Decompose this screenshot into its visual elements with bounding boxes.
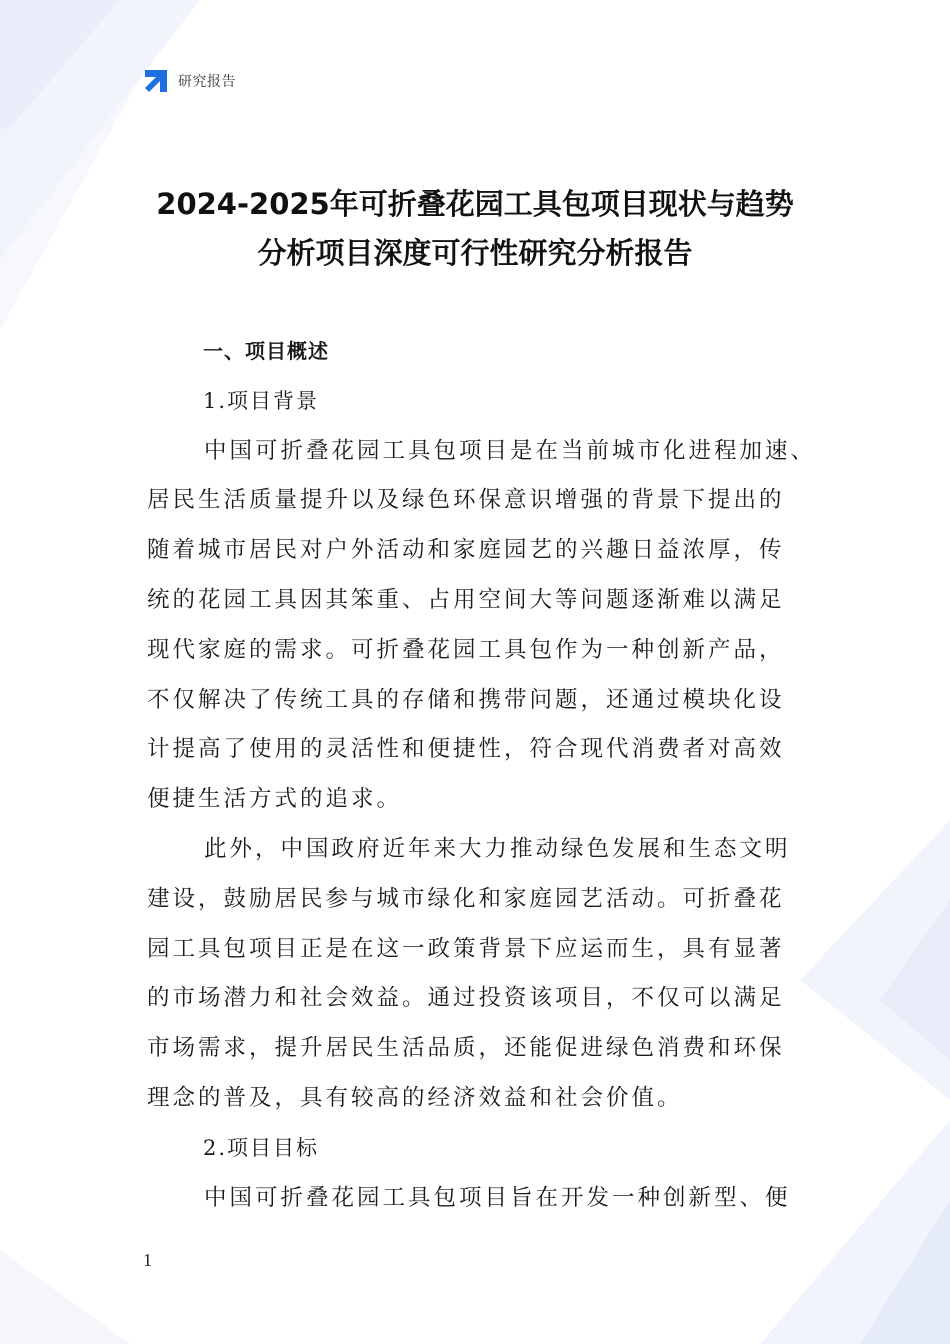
paragraph-line: 的市场潜力和社会效益。通过投资该项目，不仅可以满足: [147, 985, 785, 1012]
subsection-heading-background: 1.项目背景: [203, 388, 320, 413]
arrow-up-right-icon: [143, 68, 169, 94]
paragraph-line: 理念的普及，具有较高的经济效益和社会价值。: [147, 1084, 683, 1111]
paragraph-background-1: [147, 427, 817, 825]
paragraph-line: 园工具包项目正是在这一政策背景下应运而生，具有显著: [147, 935, 785, 962]
paragraph-line: 统的花园工具因其笨重、占用空间大等问题逐渐难以满足: [147, 586, 785, 613]
subsection-heading-goals: 2.项目目标: [203, 1135, 320, 1160]
paragraph-line: 建设，鼓励居民参与城市绿化和家庭园艺活动。可折叠花: [147, 885, 785, 912]
paragraph-line: 中国可折叠花园工具包项目旨在开发一种创新型、便: [204, 1184, 791, 1211]
title-line-2: 分析项目深度可行性研究分析报告: [257, 236, 693, 270]
title-line-1: 2024-2025年可折叠花园工具包项目现状与趋势: [156, 187, 794, 221]
document-body: [147, 327, 817, 1223]
paragraph-line: 居民生活质量提升以及绿色环保意识增强的背景下提出的: [147, 487, 785, 514]
paragraph-line: 此外，中国政府近年来大力推动绿色发展和生态文明: [204, 835, 791, 862]
paragraph-line: 中国可折叠花园工具包项目是在当前城市化进程加速、: [204, 437, 817, 464]
paragraph-line: 计提高了使用的灵活性和便捷性，符合现代消费者对高效: [147, 736, 785, 763]
paragraph-line: 便捷生活方式的追求。: [147, 786, 403, 813]
page-number: 1: [143, 1250, 152, 1270]
paragraph-goals-1: [147, 1174, 807, 1224]
section-heading: 一、项目概述: [203, 339, 329, 363]
paragraph-line: 不仅解决了传统工具的存储和携带问题，还通过模块化设: [147, 686, 785, 713]
report-header: [143, 68, 236, 94]
document-title: [100, 180, 850, 278]
paragraph-line: 市场需求，提升居民生活品质，还能促进绿色消费和环保: [147, 1035, 785, 1062]
paragraph-line: 随着城市居民对户外活动和家庭园艺的兴趣日益浓厚，传: [147, 537, 785, 564]
paragraph-background-2: [147, 825, 807, 1124]
header-label: 研究报告: [178, 74, 236, 90]
paragraph-line: 现代家庭的需求。可折叠花园工具包作为一种创新产品，: [147, 636, 785, 663]
